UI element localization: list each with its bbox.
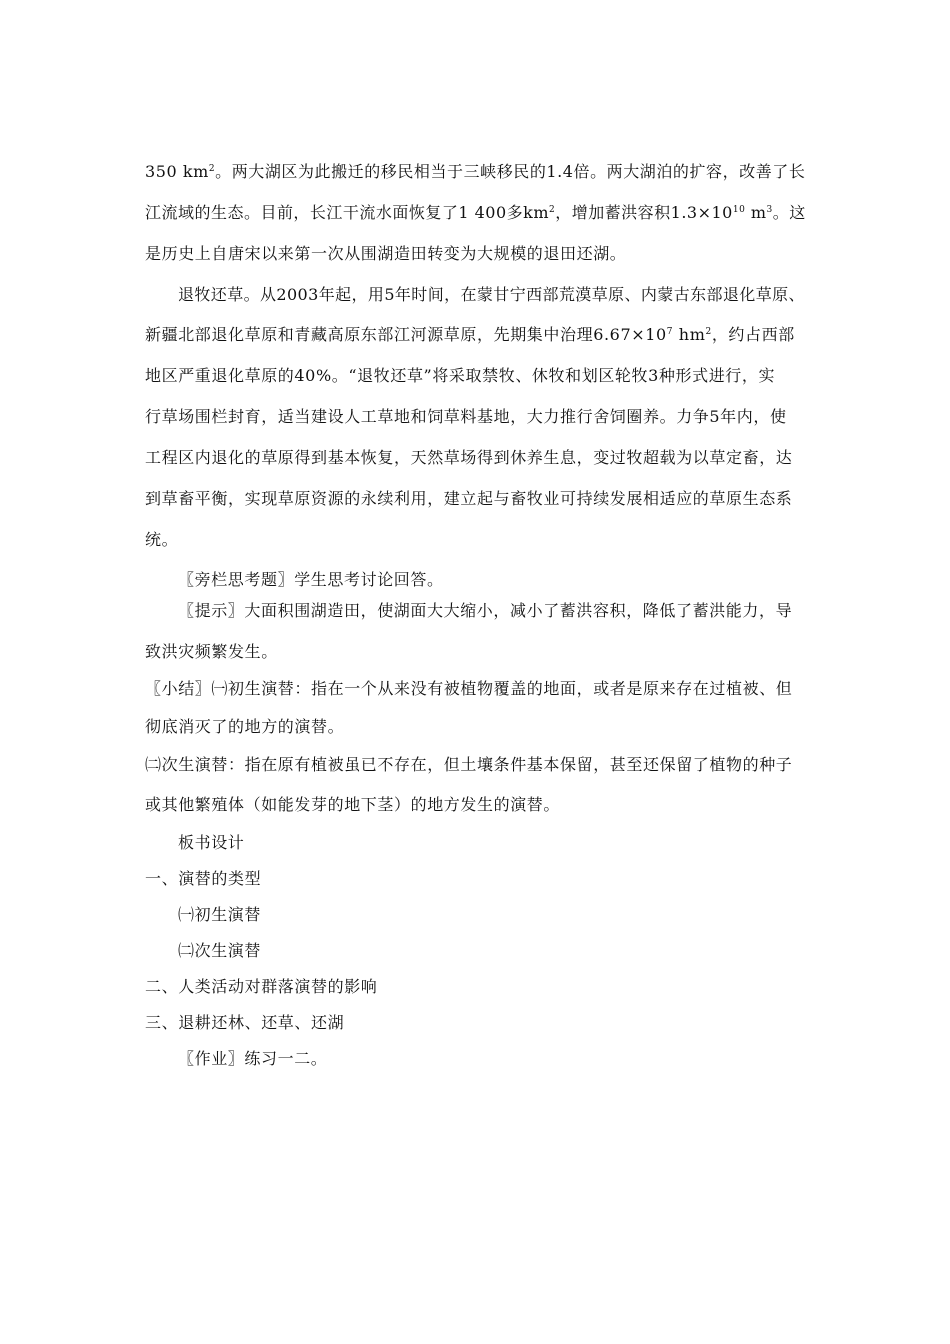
superscript: 10 xyxy=(732,205,746,215)
grassland-line-5: 工程区内退化的草原得到基本恢复，天然草场得到休养生息，变过牧超载为以草定畜，达 xyxy=(145,448,793,467)
summary-line-1: 〖小结〗㈠初生演替：指在一个从来没有被植物覆盖的地面，或者是原来存在过植被、但 xyxy=(145,679,793,698)
grassland-line-7: 统。 xyxy=(145,530,179,549)
lakes-line-1 xyxy=(145,162,805,182)
grassland-line-4: 行草场围栏封育，适当建设人工草地和饲草料基地，大力推行舍饲圈养。力争5年内，使 xyxy=(145,407,787,426)
sidebar-question: 〖旁栏思考题〗学生思考讨论回答。 xyxy=(178,570,444,589)
board-item-1: 一、演替的类型 xyxy=(145,869,262,888)
superscript: 2 xyxy=(208,164,216,174)
summary-line-4: 或其他繁殖体（如能发芽的地下茎）的地方发生的演替。 xyxy=(145,795,561,814)
summary-line-3: ㈡次生演替：指在原有植被虽已不存在，但土壤条件基本保留，甚至还保留了植物的种子 xyxy=(145,755,793,774)
grassland-line-6: 到草畜平衡，实现草原资源的永续利用，建立起与畜牧业可持续发展相适应的草原生态系 xyxy=(145,489,793,508)
hint-line-2: 致洪灾频繁发生。 xyxy=(145,642,278,661)
superscript: 2 xyxy=(705,327,712,337)
grassland-line-2 xyxy=(145,325,795,345)
lakes-line-2 xyxy=(145,203,806,223)
grassland-line-1: 退牧还草。从2003年起，用5年时间，在蒙甘宁西部荒漠草原、内蒙古东部退化草原、 xyxy=(178,285,805,304)
text-run: ，增加蓄洪容积1.3×10 xyxy=(555,203,733,222)
board-item-3: 三、退耕还林、还草、还湖 xyxy=(145,1013,345,1032)
grassland-line-3: 地区严重退化草原的40%。“退牧还草”将采取禁牧、休牧和划区轮牧3种形式进行，实 xyxy=(145,366,776,385)
lakes-line-3: 是历史上自唐宋以来第一次从围湖造田转变为大规模的退田还湖。 xyxy=(145,244,627,263)
text-run: 350 km xyxy=(145,162,209,181)
board-item-1-sub-2: ㈡次生演替 xyxy=(178,941,262,960)
text-run: 江流域的生态。目前，长江干流水面恢复了1 400多km xyxy=(145,203,549,222)
text-run: m xyxy=(745,203,767,222)
board-item-2: 二、人类活动对群落演替的影响 xyxy=(145,977,378,996)
text-run: 。这 xyxy=(772,203,806,222)
superscript: 7 xyxy=(666,327,674,337)
text-run: 。两大湖区为此搬迁的移民相当于三峡移民的1.4倍。两大湖泊的扩容，改善了长 xyxy=(215,162,806,181)
text-run: ，约占西部 xyxy=(711,325,795,344)
text-run: hm xyxy=(673,325,706,344)
text-run: 新疆北部退化草原和青藏高原东部江河源草原，先期集中治理6.67×10 xyxy=(145,325,667,344)
homework: 〖作业〗练习一二。 xyxy=(178,1049,328,1068)
hint-line-1: 〖提示〗大面积围湖造田，使湖面大大缩小，减小了蓄洪容积，降低了蓄洪能力，导 xyxy=(178,601,793,620)
board-design-title: 板书设计 xyxy=(178,833,245,852)
summary-line-2: 彻底消灭了的地方的演替。 xyxy=(145,717,345,736)
superscript: 3 xyxy=(766,205,773,215)
board-item-1-sub-1: ㈠初生演替 xyxy=(178,905,262,924)
superscript: 2 xyxy=(548,205,556,215)
